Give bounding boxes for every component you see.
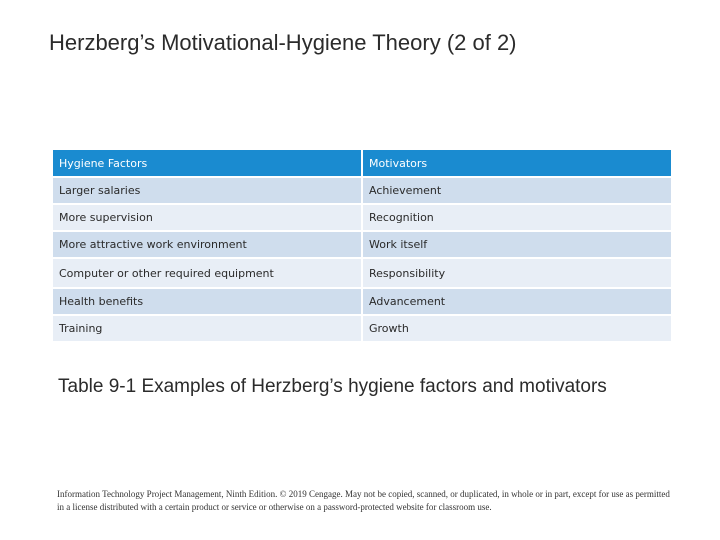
table-row bbox=[52, 315, 672, 342]
hygiene-factor-cell: More supervision bbox=[52, 204, 362, 231]
table-caption: Table 9-1 Examples of Herzberg’s hygiene factors and motivators bbox=[58, 376, 607, 397]
copyright-footer: Information Technology Project Management, Ninth Edition. © 2019 Cengage. May not be copied, scanned, or duplicated, in whole or in part, except for use as permitted in a license distributed with a certain product or service or otherwise on a password-protected website for classroom use. bbox=[57, 489, 670, 512]
hygiene-factor-cell: More attractive work environment bbox=[52, 231, 362, 258]
motivator-cell: Recognition bbox=[362, 204, 672, 231]
table-row bbox=[52, 288, 672, 315]
motivator-cell: Responsibility bbox=[362, 258, 672, 288]
header-hygiene-factors: Hygiene Factors bbox=[52, 149, 362, 177]
table-row bbox=[52, 258, 672, 288]
motivator-cell: Work itself bbox=[362, 231, 672, 258]
motivator-cell: Achievement bbox=[362, 177, 672, 204]
table-row bbox=[52, 177, 672, 204]
hygiene-factor-cell: Health benefits bbox=[52, 288, 362, 315]
hygiene-factor-cell: Larger salaries bbox=[52, 177, 362, 204]
motivator-cell: Advancement bbox=[362, 288, 672, 315]
table-row bbox=[52, 231, 672, 258]
hygiene-factor-cell: Computer or other required equipment bbox=[52, 258, 362, 288]
table-row bbox=[52, 204, 672, 231]
hygiene-motivators-table bbox=[51, 148, 673, 343]
header-motivators: Motivators bbox=[362, 149, 672, 177]
slide-title: Herzberg’s Motivational-Hygiene Theory (2 of 2) bbox=[49, 30, 517, 55]
table-header-row bbox=[52, 149, 672, 177]
motivator-cell: Growth bbox=[362, 315, 672, 342]
hygiene-factor-cell: Training bbox=[52, 315, 362, 342]
